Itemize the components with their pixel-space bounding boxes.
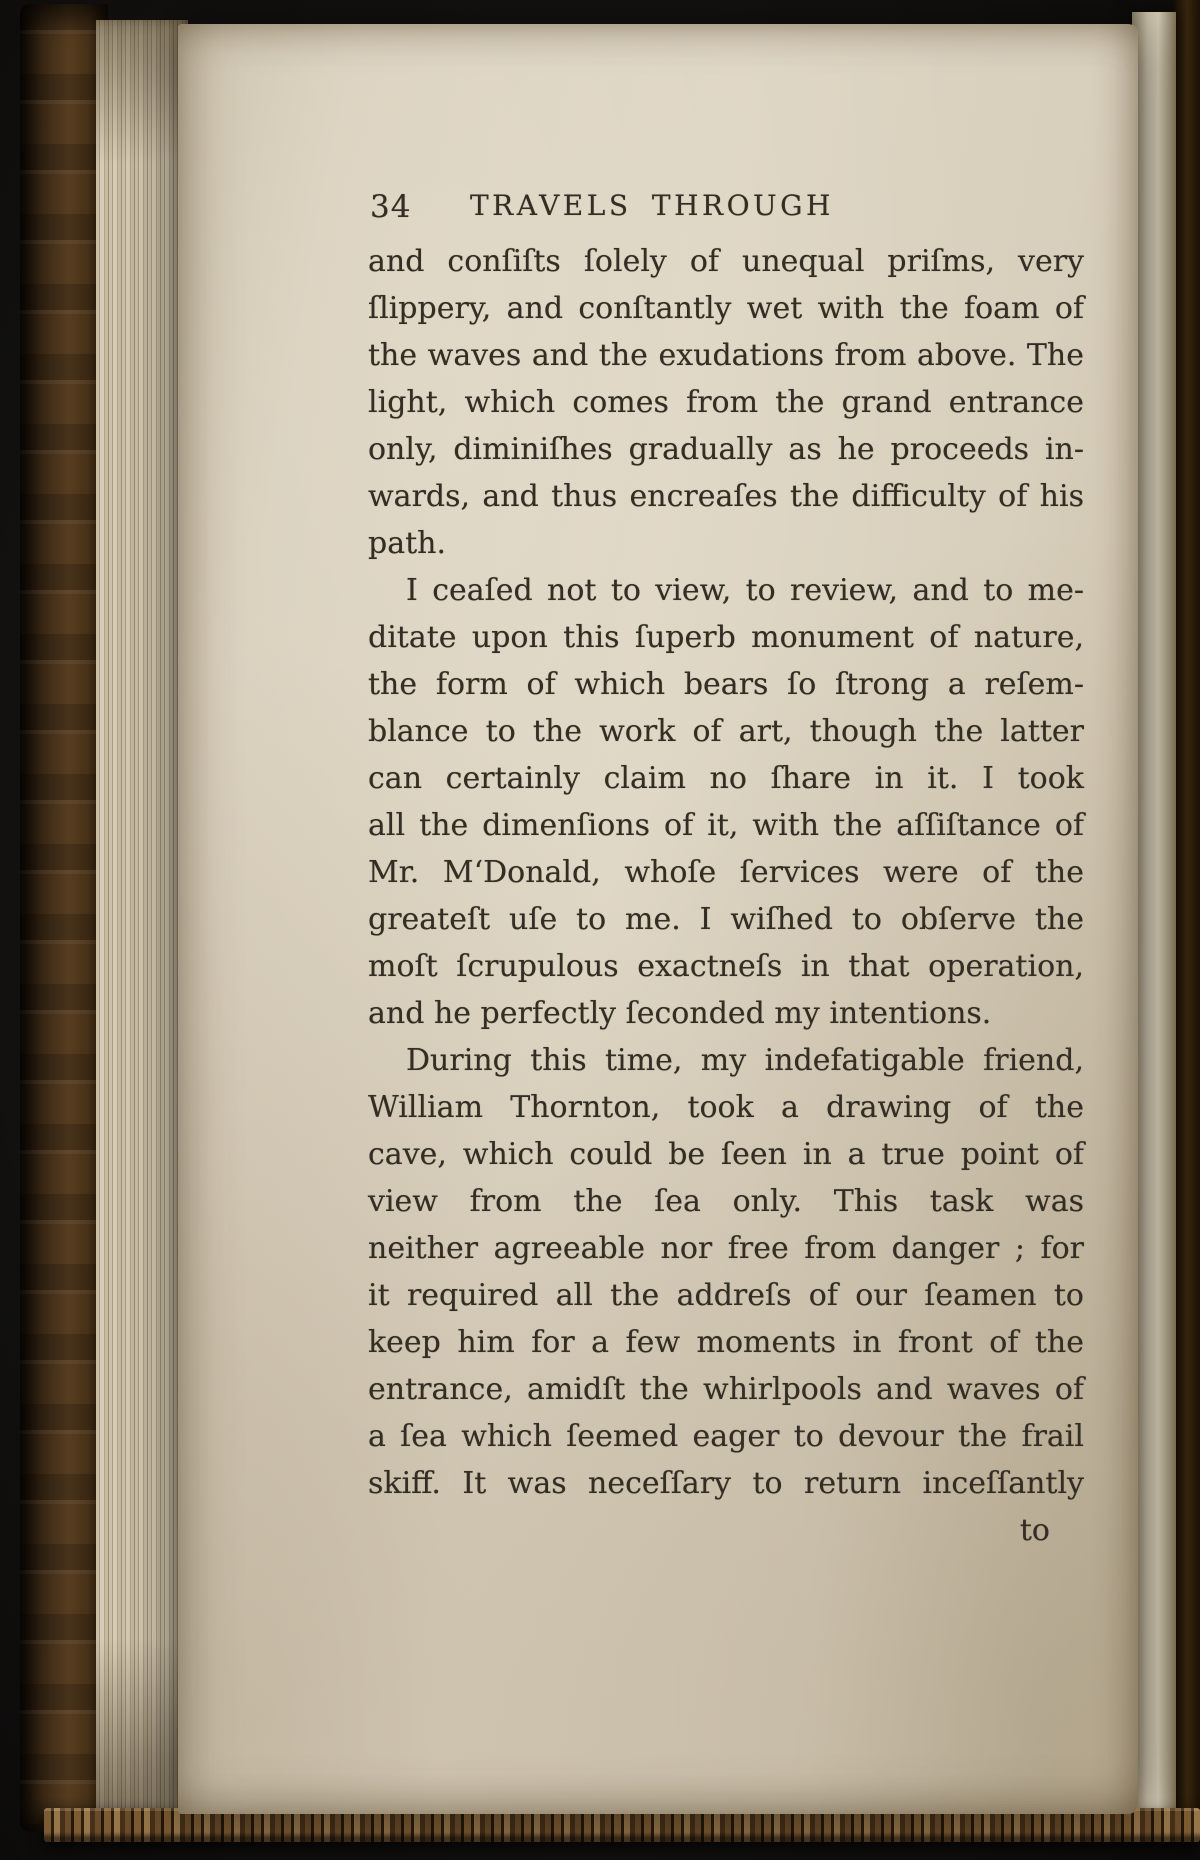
text-line: greateſt uſe to me. I wiſhed to obſerve the xyxy=(368,902,1084,937)
book-spine xyxy=(20,4,108,1832)
text-line: wards, and thus encreaſes the difficulty of his xyxy=(368,479,1084,514)
text-line: entrance, amidſt the whirlpools and waves of xyxy=(368,1372,1084,1407)
text-line: path. xyxy=(368,526,447,561)
text-line: cave, which could be ſeen in a true point of xyxy=(368,1137,1084,1172)
text-line: a ſea which ſeemed eager to devour the frail xyxy=(368,1419,1084,1454)
text-line: and conſiſts ſolely of unequal priſms, very xyxy=(368,244,1084,279)
text-line: all the dimenſions of it, with the aſſiſtance of xyxy=(368,808,1084,843)
running-title: TRAVELS THROUGH xyxy=(470,189,834,222)
text-column xyxy=(368,180,1084,1554)
text-line: view from the ſea only. This task was xyxy=(368,1184,1084,1219)
under-page-edge xyxy=(1132,12,1176,1822)
text-line: it required all the addreſs of our ſeamen to xyxy=(368,1278,1084,1313)
text-line: only, diminiſhes gradually as he proceeds in- xyxy=(368,432,1084,467)
catchword: to xyxy=(1019,1513,1050,1548)
text-line: William Thornton, took a drawing of the xyxy=(368,1090,1084,1125)
text-line: neither agreeable nor free from danger ; for xyxy=(368,1231,1084,1266)
text-line: and he perfectly ſeconded my intentions. xyxy=(368,996,992,1031)
text-line: blance to the work of art, though the latter xyxy=(368,714,1084,749)
book-page xyxy=(178,24,1138,1814)
text-line: moſt ſcrupulous exactneſs in that operation, xyxy=(368,949,1084,984)
text-line: the waves and the exudations from above. The xyxy=(368,338,1084,373)
text-line: ſlippery, and conſtantly wet with the foam of xyxy=(368,291,1084,326)
text-line: keep him for a few moments in front of the xyxy=(368,1325,1084,1360)
text-line: Mr. M‘Donald, whoſe ſervices were of the xyxy=(368,855,1084,890)
page-edge-stack xyxy=(96,20,188,1818)
text-line: ditate upon this ſuperb monument of nature, xyxy=(368,620,1084,655)
page-number: 34 xyxy=(370,189,412,225)
text-line: can certainly claim no ſhare in it. I took xyxy=(368,761,1084,796)
page-body xyxy=(368,238,1084,1507)
book-cover-right xyxy=(1172,0,1200,1838)
text-line: I ceaſed not to view, to review, and to me- xyxy=(406,573,1084,608)
text-line: the form of which bears ſo ſtrong a reſem- xyxy=(368,667,1084,702)
text-line: skiff. It was neceſſary to return inceſſantly xyxy=(368,1466,1084,1501)
page-header xyxy=(368,180,1084,238)
text-line: During this time, my indefatigable friend, xyxy=(406,1043,1084,1078)
text-line: light, which comes from the grand entrance xyxy=(368,385,1084,420)
